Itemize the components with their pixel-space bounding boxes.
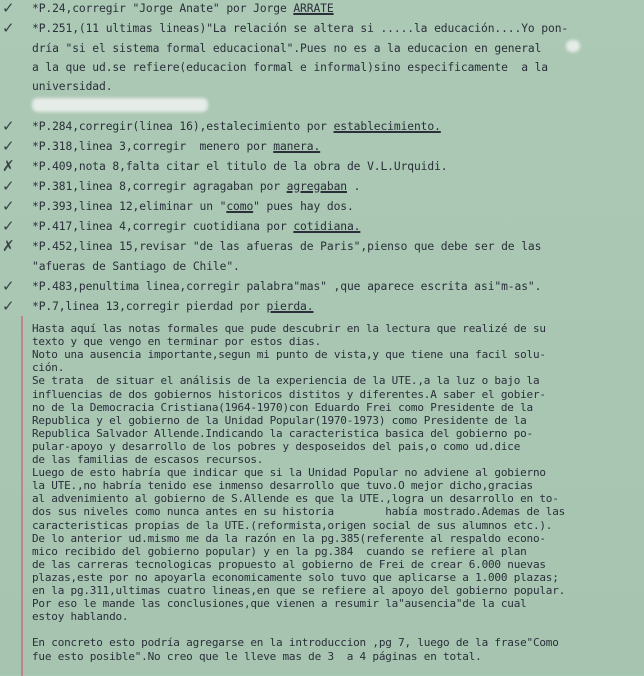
body-line: no de la Democracia Cristiana(1964-1970)con Eduardo Frei como Presidente de la [32,400,533,414]
check-mark-icon: ✓ [2,197,15,215]
note-text: "afueras de Santiago de Chile". [32,260,240,273]
note-line [0,297,644,318]
check-mark-icon: ✓ [2,277,15,295]
body-line: Republica Salvador Allende.Indicando la caracteristica basica del gobierno po- [32,426,533,440]
cross-mark-icon: ✗ [2,237,15,255]
body-line: Noto una ausencia importante,segun mi punto de vista,y que tiene una facil solu- [32,348,546,362]
note-text: *P.24,corregir "Jorge Anate" por Jorge ARRATE [32,2,334,15]
check-mark-icon: ✓ [2,117,15,135]
corrected-word: cotidiana. [293,220,361,233]
check-mark-icon: ✓ [2,177,15,195]
note-text: *P.483,penultima linea,corregir palabra"mas" ,que aparece escrita asi"m-as". [32,280,542,293]
body-line: en la pg.311,ultimas cuatro lineas,en que se refiere al apoyo del gobierno popular. [32,584,566,597]
note-line [0,19,644,40]
body-line: Por eso le mande las conclusiones,que vienen a resumir la"ausencia"de la cual [32,597,527,611]
corrected-word: ARRATE [293,2,334,15]
note-text: *P.417,linea 4,corregir cuotidiana por cotidiana. [32,220,361,233]
note-text: *P.7,linea 13,corregir pierdad por pierda. [32,300,314,313]
note-text: *P.452,linea 15,revisar "de las afueras de Paris",pienso que debe ser de las [32,240,542,253]
note-line [0,42,644,60]
check-mark-icon: ✓ [2,0,15,17]
body-line: En concreto esto podría agregarse en la introduccion ,pg 7, luego de la frase"Como [32,636,559,650]
note-text: *P.381,linea 8,corregir agragaban por agregaban . [32,180,361,193]
body-line: plazas,este por no apoyarla economicamente solo tuvo que aplicarse a 1.000 plazas; [32,570,559,584]
body-line: de las familias de escasos recursos. [32,453,264,466]
note-text: *P.251,(11 ultimas lineas)"La relación se altera si .....la educación....Yo pon- [32,22,569,35]
body-line: Hasta aquí las notas formales que pude descubrir en la lectura que realizé de su [32,322,546,335]
note-line [0,197,644,218]
note-text: *P.318,linea 3,corregir menero por manera. [32,140,321,153]
body-line: De lo anterior ud.mismo me da la razón en la pg.385(referente al respaldo econo- [32,531,546,545]
note-line [0,61,644,79]
cross-mark-icon: ✗ [2,157,15,175]
body-line: la UTE.,no habría tenido ese inmenso desarrollo que tuvo.O mejor dicho,gracias [32,479,533,493]
note-line [0,277,644,298]
body-line: Luego de esto habría que indicar que si la Unidad Popular no adviene al gobierno [32,466,546,480]
note-text: dría "si el sistema formal educacional".Pues no es a la educacion en general [32,42,542,55]
body-line: Republica y el gobierno de la Unidad Popular(1970-1973) como Presidente de la [32,413,527,427]
body-line: Se trata de situar el análisis de la experiencia de la UTE.,a la luz o bajo la [32,374,540,388]
note-line [0,177,644,198]
body-line: al advenimiento al gobierno de S.Allende es que la UTE.,logra un desarrollo en to- [32,492,559,506]
note-line [0,157,644,178]
note-text: universidad. [32,80,113,93]
body-line: de las carreras tecnologicas propuesto al gobierno de Frei de crear 6.000 nuevas [32,557,546,571]
body-line: texto y que vengo en terminar por estos dias. [32,335,322,349]
corrected-word: pierda. [266,300,314,313]
margin-line [21,316,23,676]
body-line: mico recibido del gobierno popular) y en la pg.384 cuando se refiere al plan [32,544,527,558]
note-text: a la que ud.se refiere(educacion formal e informal)sino especificamente a la [32,61,549,74]
corrected-word: como [226,200,254,213]
corrected-word: agregaban [286,180,347,193]
body-line: ción. [32,361,65,375]
body-line: influencias de dos gobiernos historicos distitos y diferentes.A saber el gobier- [32,387,546,401]
note-text: *P.409,nota 8,falta citar el titulo de la obra de V.L.Urquidi. [32,160,448,173]
body-line: caracteristicas propias de la UTE.(reformista,origen social de sus alumnos etc.). [32,518,553,532]
note-line [0,80,644,98]
corrected-word: manera. [273,140,321,153]
note-line [0,260,644,278]
note-text: *P.393,linea 12,eliminar un "como" pues hay dos. [32,200,354,213]
note-line [0,117,644,138]
note-line [0,217,644,238]
note-line [0,2,644,20]
corrected-word: establecimiento. [333,120,441,133]
body-line: fue esto posible".No creo que le lleve mas de 3 a 4 páginas en total. [32,649,482,663]
check-mark-icon: ✓ [2,19,15,37]
body-line: pular-apoyo y desarrollo de los pobres y desposeidos del pais,o como ud.dice [32,439,521,453]
note-text: *P.284,corregir(linea 16),estalecimiento por establecimiento. [32,120,441,133]
body-line: estoy hablando. [32,610,129,624]
check-mark-icon: ✓ [2,137,15,155]
check-mark-icon: ✓ [2,217,15,235]
correction-smudge [32,98,208,112]
note-line [0,237,644,258]
note-line [0,137,644,158]
check-mark-icon: ✓ [2,297,15,315]
body-line: dos sus niveles como nunca antes en su historia había mostrado.Ademas de las [32,505,566,519]
